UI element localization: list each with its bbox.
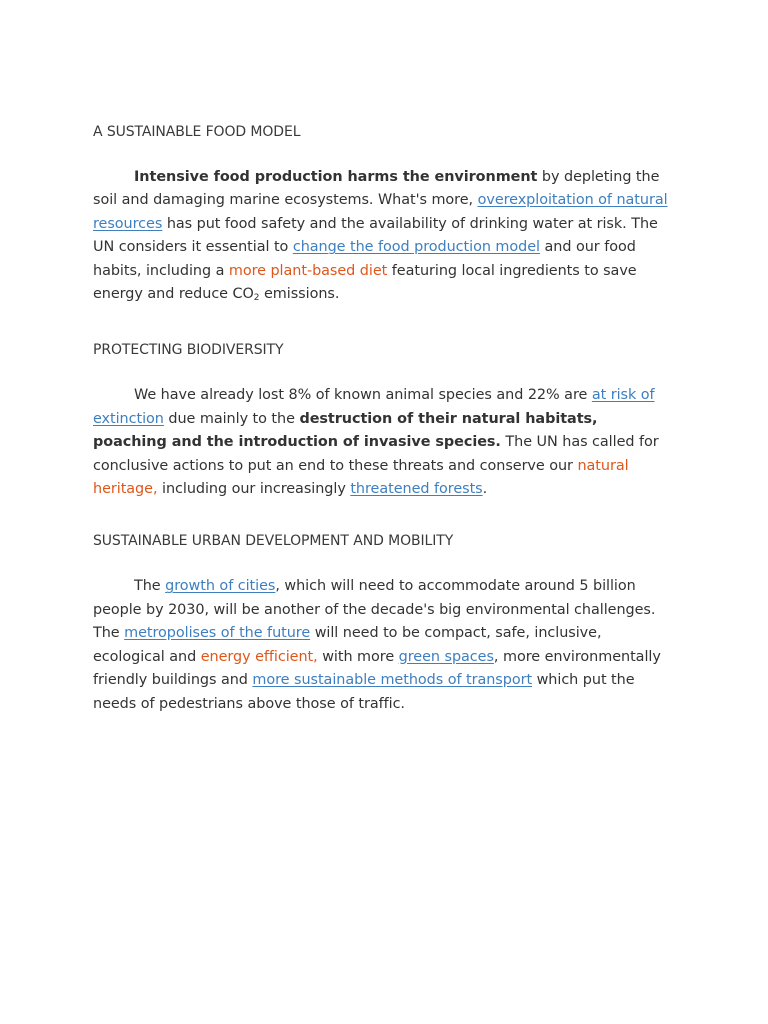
link-green-spaces[interactable]: green spaces xyxy=(398,648,494,665)
body-text: The UN has called for conclusive actions to put an end to these threats and conserve our xyxy=(93,434,659,474)
body-text: will need to be compact, safe, inclusive, ecological and xyxy=(93,625,602,665)
section-heading-urban-mobility: SUSTAINABLE URBAN DEVELOPMENT AND MOBILITY xyxy=(93,533,454,550)
link-change-food-model[interactable]: change the food production model xyxy=(292,239,540,256)
section-heading-food-model: A SUSTAINABLE FOOD MODEL xyxy=(93,124,301,140)
bold-text: Intensive food production harms the environment xyxy=(134,169,538,185)
highlight-natural-heritage: natural heritage, xyxy=(93,457,629,498)
paragraph-biodiversity xyxy=(93,384,675,501)
link-growth-of-cities[interactable]: growth of cities xyxy=(165,578,276,595)
body-text: including our increasingly xyxy=(157,481,351,498)
document-page xyxy=(93,118,675,716)
bold-text: destruction of their natural habitats, poaching and the introduction of invasive species. xyxy=(93,410,598,451)
body-text: due mainly to the xyxy=(163,410,300,427)
section-heading-biodiversity: PROTECTING BIODIVERSITY xyxy=(93,342,284,359)
body-text: which put the needs of pedestrians above those of traffic. xyxy=(93,672,635,712)
link-metropolises-of-future[interactable]: metropolises of the future xyxy=(124,625,311,642)
body-text: has put food safety and the availability of drinking water at risk. The UN considers it essential to xyxy=(93,215,658,256)
body-text: with more xyxy=(317,648,399,665)
body-text: featuring local ingredients to save energy and reduce CO xyxy=(93,262,637,303)
body-text: , more environmentally friendly buildings and xyxy=(93,648,661,689)
body-text: emissions. xyxy=(259,286,340,303)
body-text: The xyxy=(134,578,166,595)
body-text: We have already lost 8% of known animal species and 22% are xyxy=(134,387,592,404)
highlight-plant-based-diet: more plant-based diet xyxy=(228,262,388,279)
subscript-2: 2 xyxy=(253,293,260,304)
body-text: and our food habits, including a xyxy=(93,239,636,279)
paragraph-food-model xyxy=(93,166,675,310)
paragraph-urban-mobility xyxy=(93,575,675,715)
highlight-energy-efficient: energy efficient, xyxy=(200,648,318,665)
body-text: . xyxy=(482,481,488,498)
body-text: by depleting the soil and damaging marine ecosystems. What's more, xyxy=(93,169,660,209)
body-text: , which will need to accommodate around 5 billion people by 2030, will be another of the decade's big environmental challenges. The xyxy=(93,578,656,642)
link-threatened-forests[interactable]: threatened forests xyxy=(350,481,483,498)
link-risk-of-extinction[interactable]: at risk of extinction xyxy=(93,387,655,427)
link-sustainable-transport[interactable]: more sustainable methods of transport xyxy=(252,672,533,689)
link-overexploitation[interactable]: overexploitation of natural resources xyxy=(93,192,668,232)
